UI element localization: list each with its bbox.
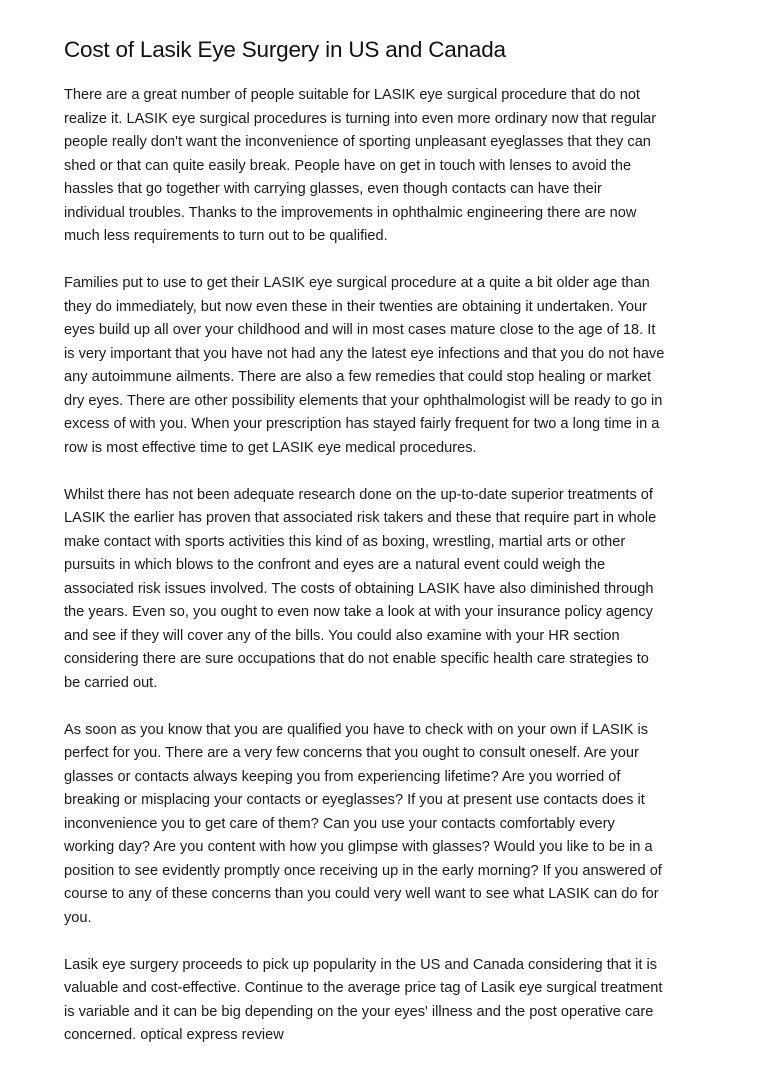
- paragraph-line: make contact with sports activities this kind of as boxing, wrestling, martial arts or other: [64, 533, 626, 550]
- paragraph-line: dry eyes. There are other possibility elements that your ophthalmologist will be ready to go in: [64, 392, 663, 409]
- paragraph-line: row is most effective time to get LASIK eye medical procedures.: [64, 439, 477, 456]
- paragraph-2: [64, 272, 714, 460]
- paragraph-line: LASIK the earlier has proven that associated risk takers and these that require part in whole: [64, 510, 657, 526]
- paragraph-line: much less requirements to turn out to be qualified.: [64, 228, 388, 244]
- paragraph-line: excess of with you. When your prescription has stayed fairly frequent for two a long time in a: [64, 416, 660, 432]
- paragraph-4: [64, 719, 714, 931]
- paragraph-3: [64, 484, 714, 696]
- paragraph-line: they do immediately, but now even these in their twenties are obtaining it undertaken. Your: [64, 298, 648, 315]
- paragraph-line: position to see evidently promptly once receiving up in the early morning? If you answered of: [64, 862, 662, 879]
- document-page: [64, 34, 714, 1071]
- paragraph-line: glasses or contacts always keeping you from experiencing lifetime? Are you worried of: [64, 768, 621, 785]
- paragraph-line: associated risk issues involved. The costs of obtaining LASIK have also diminished through: [64, 580, 654, 597]
- paragraph-line: eyes build up all over your childhood and will in most cases mature close to the age of 18. It: [64, 322, 656, 338]
- paragraph-line: any autoimmune ailments. There are also a few remedies that could stop healing or market: [64, 369, 652, 385]
- paragraph-line: and see if they will cover any of the bills. You could also examine with your HR section: [64, 627, 620, 644]
- paragraph-line: Lasik eye surgery proceeds to pick up popularity in the US and Canada considering that it is: [64, 956, 658, 973]
- paragraph-line: hassles that go together with carrying glasses, even though contacts can have their: [64, 181, 602, 197]
- paragraph-line: realize it. LASIK eye surgical procedures is turning into even more ordinary now that regular: [64, 110, 657, 127]
- paragraph-line: is very important that you have not had any the latest eye infections and that you do not have: [64, 345, 665, 362]
- paragraph-line: valuable and cost-effective. Continue to the average price tag of Lasik eye surgical treatment: [64, 980, 663, 996]
- paragraph-line: working day? Are you content with how you glimpse with glasses? Would you like to be in a: [64, 839, 653, 855]
- paragraph-line: individual troubles. Thanks to the improvements in ophthalmic engineering there are now: [64, 204, 637, 221]
- paragraph-line: As soon as you know that you are qualified you have to check with on your own if LASIK is: [64, 721, 649, 738]
- paragraph-line: the years. Even so, you ought to even now take a look at with your insurance policy agency: [64, 604, 653, 620]
- document-title: Cost of Lasik Eye Surgery in US and Canada: [64, 37, 506, 62]
- paragraph-line: concerned. optical express review: [64, 1027, 284, 1043]
- paragraph-line: perfect for you. There are a very few concerns that you ought to consult oneself. Are your: [64, 745, 639, 761]
- paragraph-line: people really don't want the inconvenience of sporting unpleasant eyeglasses that they can: [64, 134, 651, 150]
- paragraph-line: inconvenience you to get care of them? Can you use your contacts comfortably every: [64, 815, 615, 832]
- paragraph-5: [64, 954, 714, 1048]
- paragraph-line: breaking or misplacing your contacts or eyeglasses? If you at present use contacts does it: [64, 792, 645, 808]
- paragraph-line: Families put to use to get their LASIK eye surgical procedure at a quite a bit older age than: [64, 275, 650, 291]
- paragraph-line: pursuits in which blows to the confront and eyes are a natural event could weigh the: [64, 557, 606, 573]
- paragraph-line: shed or that can quite easily break. People have on get in touch with lenses to avoid the: [64, 157, 632, 174]
- paragraph-line: There are a great number of people suitable for LASIK eye surgical procedure that do not: [64, 87, 640, 103]
- paragraph-line: is variable and it can be big depending on the your eyes' illness and the post operative care: [64, 1003, 654, 1020]
- paragraph-line: be carried out.: [64, 674, 158, 691]
- paragraph-line: Whilst there has not been adequate research done on the up-to-date superior treatments of: [64, 486, 653, 503]
- paragraph-1: [64, 84, 714, 249]
- paragraph-line: considering there are sure occupations that do not enable specific health care strategies to: [64, 651, 649, 667]
- paragraph-line: course to any of these concerns than you could very well want to see what LASIK can do for: [64, 886, 659, 902]
- paragraph-line: you.: [64, 909, 92, 926]
